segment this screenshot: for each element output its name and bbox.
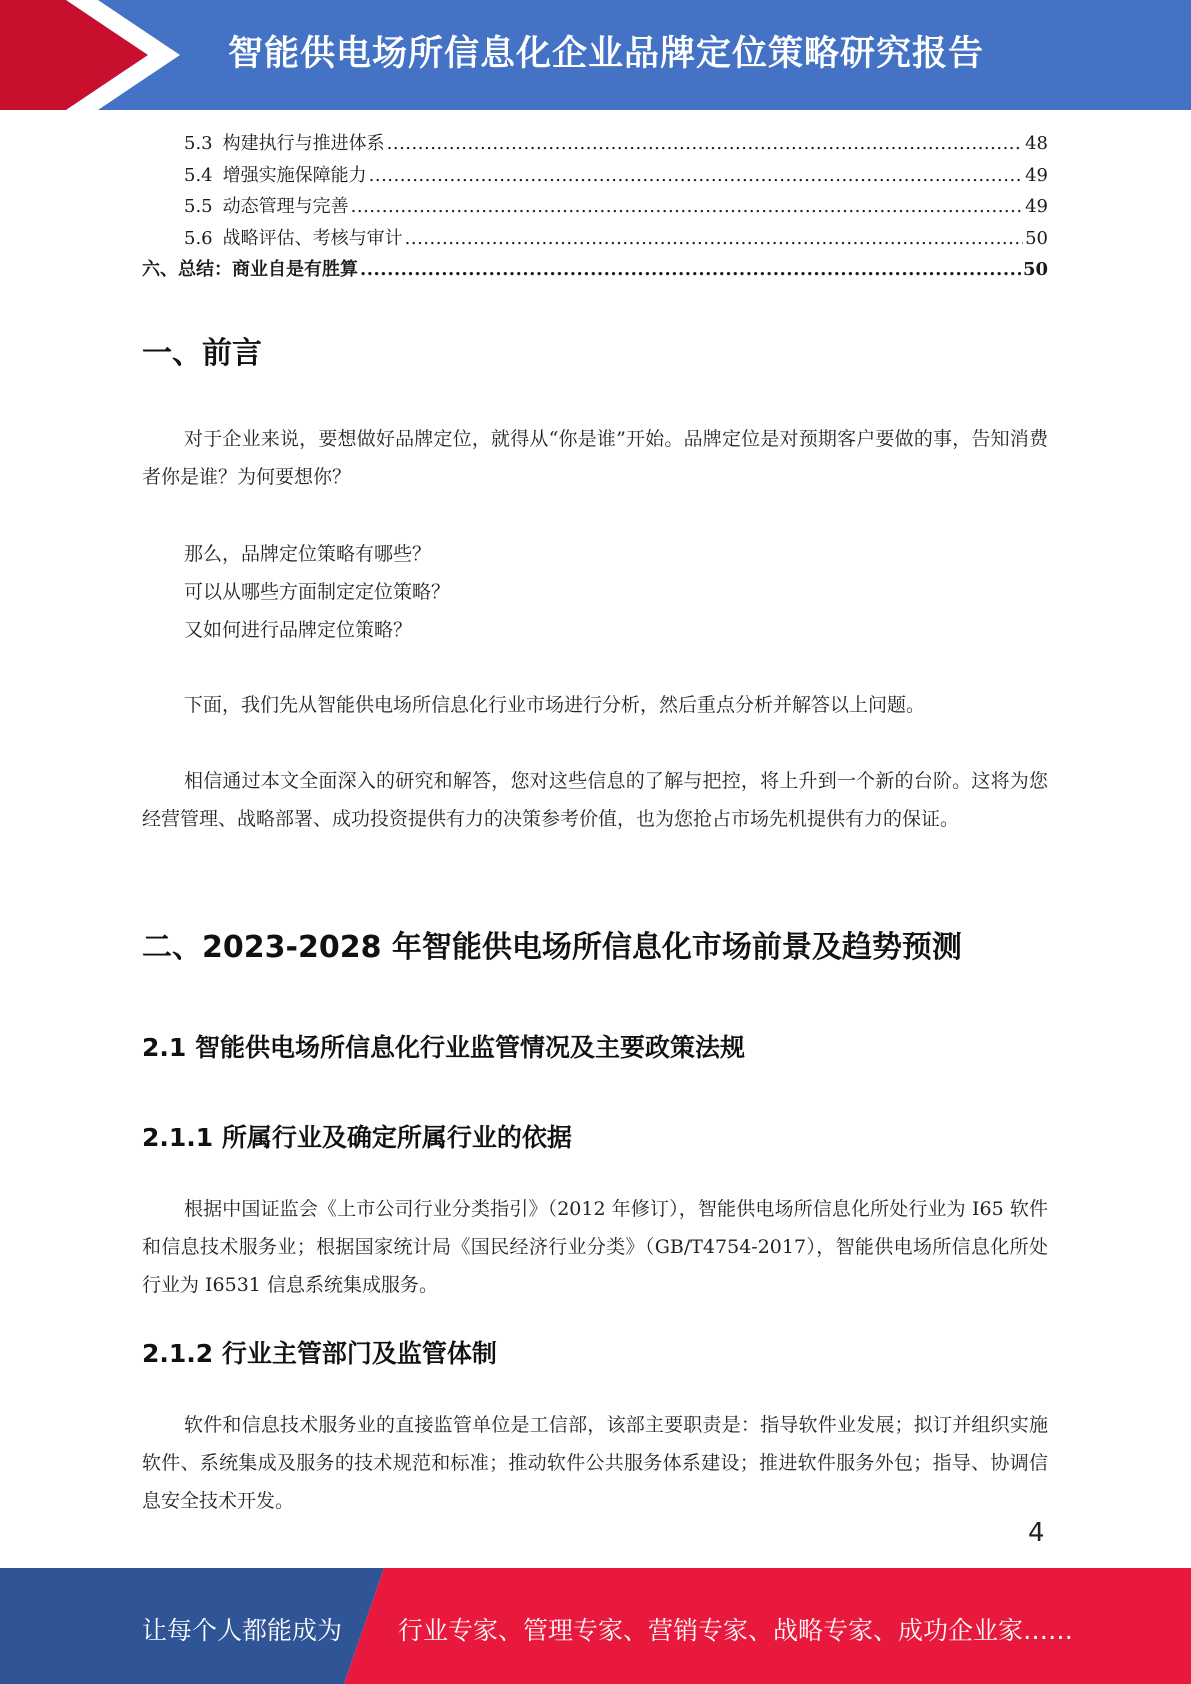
toc-leader-dots xyxy=(387,128,1023,160)
report-title: 智能供电场所信息化企业品牌定位策略研究报告 xyxy=(228,34,985,74)
preface-paragraph-2: 下面，我们先从智能供电场所信息化行业市场进行分析，然后重点分析并解答以上问题。 xyxy=(184,694,926,716)
toc-item-page: 50 xyxy=(1025,227,1048,249)
toc-leader-dots xyxy=(405,223,1023,255)
toc-item-text: 六、总结：商业自是有胜算 xyxy=(142,259,358,280)
toc-item-number: 5.4 xyxy=(184,164,213,186)
header-band xyxy=(0,0,1191,110)
toc-item-number: 5.3 xyxy=(184,133,213,154)
section-2-1-2-paragraph: 软件和信息技术服务业的直接监管单位是工信部，该部主要职责是：指导软件业发展；拟订并组织实施软件、系统集成及服务的技术规范和标准；推动软件公共服务体系建设；推进软件服务外包；指导、协调信息安全技术开发。 xyxy=(142,1414,1048,1512)
toc-item-page: 50 xyxy=(1022,259,1048,280)
page-number: 4 xyxy=(1028,1518,1045,1548)
preface-question-1: 那么，品牌定位策略有哪些？ xyxy=(184,543,432,565)
heading-section-2-1: 2.1 智能供电场所信息化行业监管情况及主要政策法规 xyxy=(142,1033,745,1062)
heading-section-2-1-1: 2.1.1 所属行业及确定所属行业的依据 xyxy=(142,1123,572,1152)
toc-item-number: 5.6 xyxy=(184,227,213,249)
toc-item-text: 战略评估、考核与审计 xyxy=(222,227,403,249)
toc-leader-dots xyxy=(369,160,1023,192)
toc-item-page: 48 xyxy=(1025,133,1048,154)
footer-slogan-right: 行业专家、管理专家、营销专家、战略专家、成功企业家…… xyxy=(398,1616,1074,1645)
toc-leader-dots xyxy=(351,191,1023,223)
toc-item-chapter[interactable] xyxy=(142,254,1048,286)
toc-item-page: 49 xyxy=(1025,164,1048,186)
preface-question-3: 又如何进行品牌定位策略？ xyxy=(184,619,413,641)
toc-item[interactable] xyxy=(142,191,1048,223)
preface-paragraph-3: 相信通过本文全面深入的研究和解答，您对这些信息的了解与把控，将上升到一个新的台阶。这将为您经营管理、战略部署、成功投资提供有力的决策参考价值，也为您抢占市场先机提供有力的保证。 xyxy=(142,770,1048,830)
toc-item[interactable] xyxy=(142,223,1048,255)
footer-slogan-left: 让每个人都能成为 xyxy=(142,1616,343,1645)
table-of-contents xyxy=(142,128,1048,286)
toc-item-text: 动态管理与完善 xyxy=(222,196,349,217)
heading-preface: 一、前言 xyxy=(142,336,262,371)
heading-market-outlook: 二、2023-2028 年智能供电场所信息化市场前景及趋势预测 xyxy=(142,930,962,965)
section-2-1-1-paragraph: 根据中国证监会《上市公司行业分类指引》（2012 年修订），智能供电场所信息化所处行业为 I65 软件和信息技术服务业；根据国家统计局《国民经济行业分类》（GB/T4754-2017），智能供电场所信息化所处行业为 I6531 信息系统集成服务。 xyxy=(142,1198,1048,1296)
toc-item[interactable] xyxy=(142,128,1048,160)
preface-question-2: 可以从哪些方面制定定位策略？ xyxy=(184,581,451,603)
heading-section-2-1-2: 2.1.2 行业主管部门及监管体制 xyxy=(142,1339,497,1368)
toc-item-number: 5.5 xyxy=(184,196,213,217)
toc-item-page: 49 xyxy=(1025,196,1048,217)
toc-item-text: 增强实施保障能力 xyxy=(222,164,367,186)
preface-paragraph-1: 对于企业来说，要想做好品牌定位，就得从“你是谁”开始。品牌定位是对预期客户要做的事，告知消费者你是谁？为何要想你？ xyxy=(142,428,1048,488)
toc-leader-dots xyxy=(360,254,1021,286)
toc-item-text: 构建执行与推进体系 xyxy=(222,133,385,154)
footer-band xyxy=(0,1568,1191,1684)
toc-item[interactable] xyxy=(142,160,1048,192)
